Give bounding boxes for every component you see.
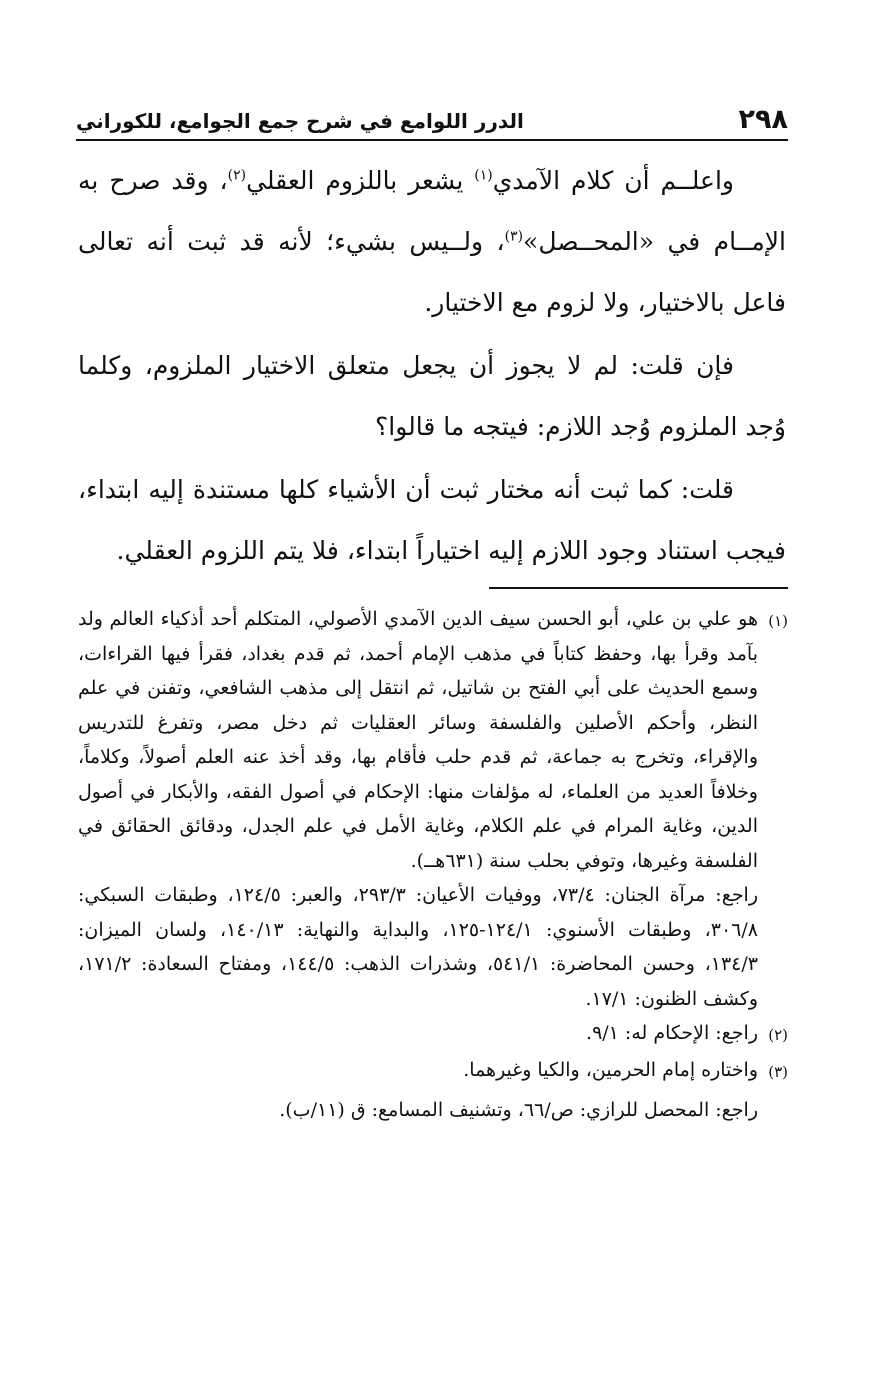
footnote-1-text: هو علي بن علي، أبو الحسن سيف الدين الآمدي الأصولي، المتكلم أحد أذكياء العالم ولد بآمد وقرأ بها، وحفظ كتاباً في مذهب الإمام أحمد، ثم قدم بغداد، فقرأ فيها القراءات، وسمع الحديث على أبي الفتح بن شاتيل، ثم انتقل إلى مذهب الشافعي، وتفنن في علم النظر، وأحكم الأصلين والفلسفة وسائر العقليات ثم دخل مصر، وتفرغ للتدريس والإقراء، وتخرج به جماعة، ثم قدم حلب فأقام بها، وقد أخذ عنه العلم أصولاً، وكلاماً، وخلافاً العديد من العلماء، له مؤلفات منها: الإحكام في أصول الفقه، والأبكار في أصول الدين، وغاية المرام في علم الكلام، وغاية الأمل في علم الجدل، ودقائق الحقائق في الفلسفة وغيرها، وتوفي بحلب سنة (٦٣١هــ).	[78, 608, 758, 872]
footnote-3-number: (٣)	[768, 1062, 788, 1081]
footnote-ref-3: (٣)	[504, 228, 524, 245]
footnote-2	[78, 1016, 788, 1053]
footnote-2-body	[78, 1016, 758, 1051]
footnote-3-body	[78, 1053, 758, 1088]
paragraph-1-part-b: يشعر باللزوم العقلي	[246, 166, 475, 195]
footnote-ref-2: (٢)	[227, 167, 247, 184]
footnote-1	[78, 602, 788, 1016]
footnote-1-references: راجع: مرآة الجنان: ٧٣/٤، ووفيات الأعيان: ٢٩٣/٣، والعبر: ١٢٤/٥، وطبقات السبكي: ٣٠٦/٨، وطبقات الأسنوي: ١٢٤/١-١٢٥، والبداية والنهاية: ١٤٠/١٣، ولسان الميزان: ١٣٤/٣، وحسن المحاضرة: ٥٤١/١، وشذرات الذهب: ١٤٤/٥، ومفتاح السعادة: ١٧١/٢، وكشف الظنون: ١٧/١.	[78, 884, 759, 1010]
page-header	[76, 92, 788, 136]
paragraph-3: قلت: كما ثبت أنه مختار ثبت أن الأشياء كلها مستندة إليه ابتداء، فيجب استناد وجود اللازم إليه اختياراً ابتداء، فلا يتم اللزوم العقلي.	[78, 475, 786, 565]
footnote-2-number: (٢)	[768, 1026, 788, 1044]
page-number: ٢٩٨	[738, 104, 788, 135]
main-text	[78, 150, 786, 581]
header-rule	[76, 139, 788, 141]
footnote-1-body	[78, 602, 758, 1016]
footnote-3	[78, 1053, 788, 1090]
footnote-3-references: راجع: المحصل للرازي: ص/٦٦، وتشنيف المسامع: ق (١١/ب).	[279, 1099, 758, 1121]
footnote-1-number: (١)	[768, 612, 788, 630]
footnote-separator	[489, 587, 788, 589]
running-title: الدرر اللوامع في شرح جمع الجوامع، للكوراني	[76, 109, 524, 133]
paragraph-1-part-a: واعلــم أن كلام الآمدي	[492, 166, 734, 195]
paragraph-2: فإن قلت: لم لا يجوز أن يجعل متعلق الاختيار الملزوم، وكلما وُجد الملزوم وُجد اللازم: فيتجه ما قالوا؟	[78, 351, 786, 441]
footnotes	[78, 602, 788, 1147]
footnote-3-text: واختاره إمام الحرمين، والكيا وغيرهما.	[463, 1058, 758, 1081]
paragraph-1-part-d: ، ولــيس بشيء؛ لأنه قد ثبت أنه تعالى فاعل بالاختيار، ولا لزوم مع الاختيار.	[78, 227, 786, 317]
footnote-2-text: راجع: الإحكام له: ٩/١.	[586, 1022, 758, 1044]
footnote-ref-1: (١)	[474, 167, 493, 184]
paragraph-1-part-c: ، وقد صرح به الإمــام في «المحــصل»	[78, 166, 786, 256]
paragraph-1	[78, 150, 786, 333]
